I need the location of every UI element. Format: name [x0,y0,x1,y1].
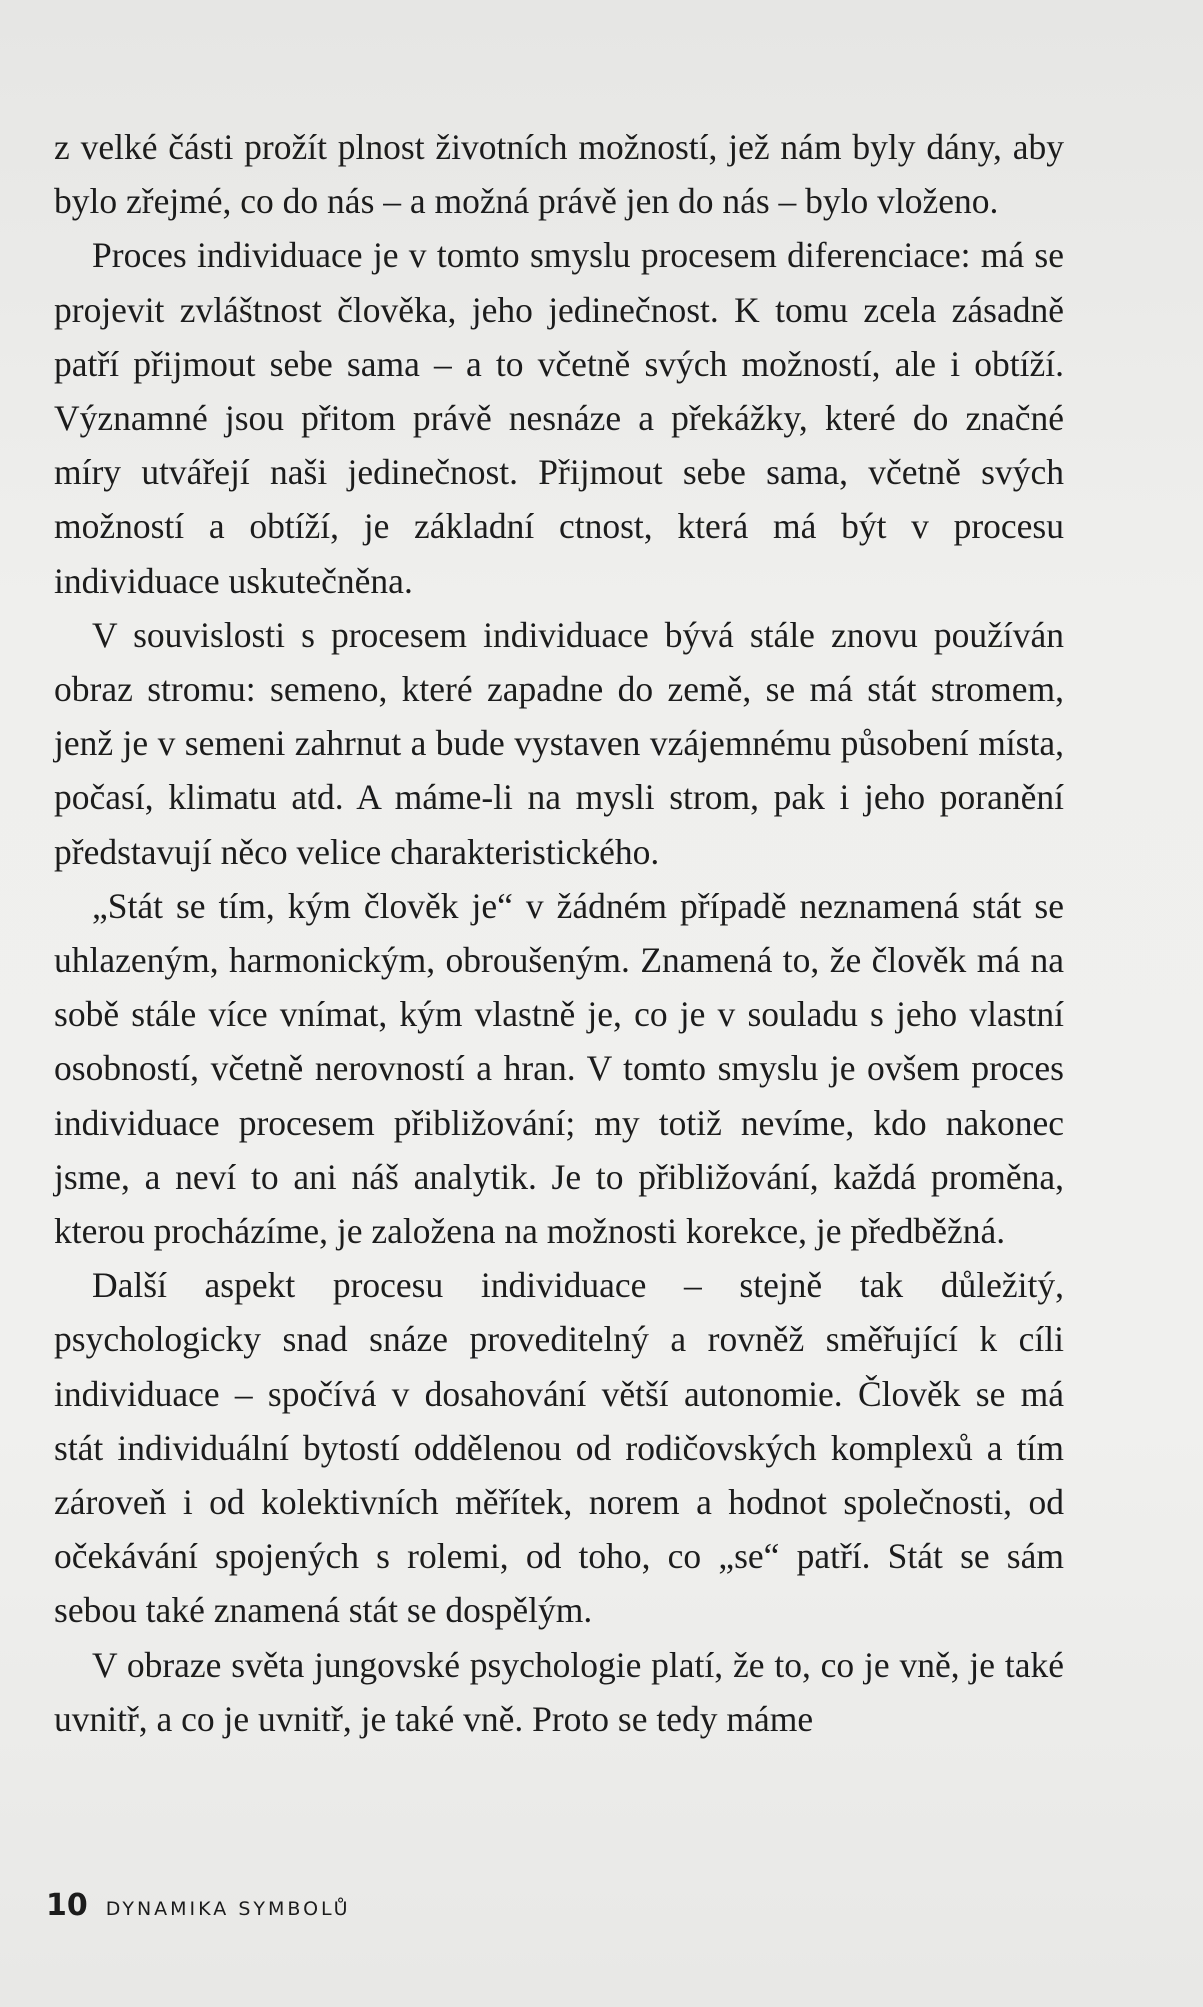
paragraph: V souvislosti s procesem individuace bývá stále znovu používán obraz stromu: semeno, které zapadne do země, se má stát stromem, jenž je v semeni zahrnut a bude vystaven vzájemnému působení místa, počasí, klimatu atd. A máme-li na mysli strom, pak i jeho poranění představují něco velice charakteristického. [54,614,1064,872]
page-footer [46,1888,351,1923]
paragraph-continuation: z velké části prožít plnost životních možností, jež nám byly dány, aby bylo zřejmé, co do nás – a možná právě jen do nás – bylo vloženo. [54,127,1064,222]
paragraph: „Stát se tím, kým člověk je“ v žádném případě neznamená stát se uhlazeným, harmonickým, obroušeným. Znamená to, že člověk má na sobě stále více vnímat, kým vlastně je, co je v souladu s jeho vlastní osobností, včetně nerovností a hran. V tomto smyslu je ovšem proces individuace procesem přibližování; my totiž nevíme, kdo nakonec jsme, a neví to ani náš analytik. Je to přibližování, každá proměna, kterou procházíme, je založena na možnosti korekce, je předběžná. [54,885,1064,1252]
paragraph: V obraze světa jungovské psychologie platí, že to, co je vně, je také uvnitř, a co je uvnitř, je také vně. Proto se tedy máme [54,1644,1064,1739]
page-number: 10 [46,1888,88,1923]
paragraph: Proces individuace je v tomto smyslu procesem diferenciace: má se projevit zvláštnost člověka, jeho jedinečnost. K tomu zcela zásadně patří přijmout sebe sama – a to včetně svých možností, ale i obtíží. Významné jsou přitom právě nesnáze a překážky, které do značné míry utvářejí naši jedinečnost. Přijmout sebe sama, včetně svých možností a obtíží, je základní ctnost, která má být v procesu individuace uskutečněna. [54,235,1064,601]
paragraph: Další aspekt procesu individuace – stejně tak důležitý, psychologicky snad snáze proveditelný a rovněž směřující k cíli individuace – spočívá v dosahování větší autonomie. Člověk se má stát individuální bytostí oddělenou od rodičovských komplexů a tím zároveň i od kolektivních měřítek, norem a hodnot společnosti, od očekávání spojených s rolemi, od toho, co „se“ patří. Stát se sám sebou také znamená stát se dospělým. [54,1265,1064,1631]
running-title: DYNAMIKA SYMBOLŮ [105,1898,351,1920]
body-text [54,120,1064,1746]
